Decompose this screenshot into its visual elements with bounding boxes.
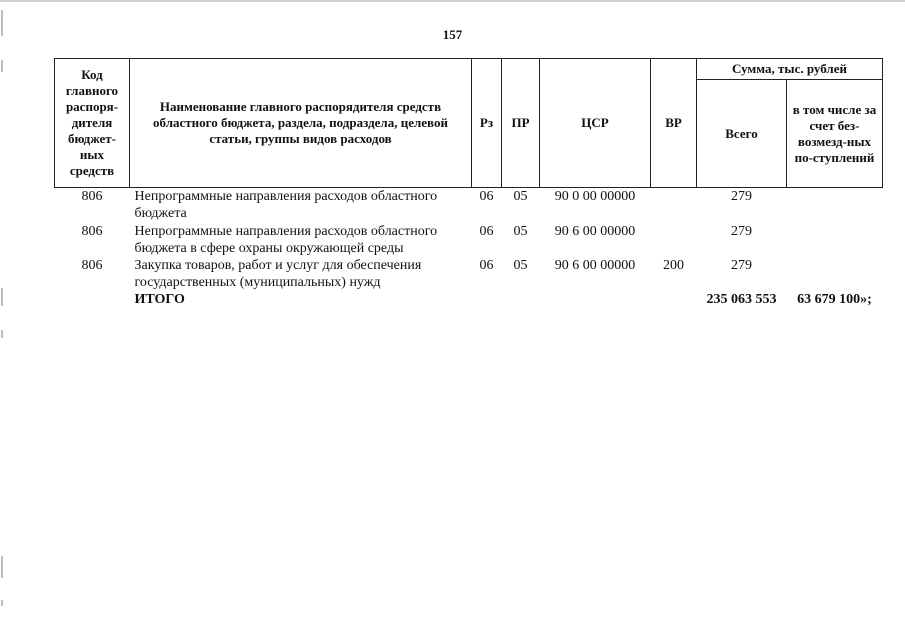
cell-csr: 90 0 00 00000 [554,189,636,204]
cell-code [55,291,130,311]
cell-rz: 06 [479,224,494,239]
cell-csr [540,291,651,311]
cell-vr [651,223,697,257]
table-row [55,188,883,224]
cell-name: Непрограммные направления расходов областного бюджета [134,189,438,221]
budget-table [54,58,883,311]
cell-code: 806 [81,258,103,273]
cell-gratis [787,188,883,224]
page-number: 157 [442,27,463,42]
cell-rz: 06 [479,258,494,273]
header-gratis: в том числе за счет без-возмезд-ных по-ступлений [787,80,883,188]
scan-top-edge [0,0,905,2]
cell-rz [472,291,502,311]
table-header [55,59,883,188]
cell-csr: 90 6 00 00000 [554,224,636,239]
header-sum-group: Сумма, тыс. рублей [697,59,883,80]
cell-total: 279 [731,224,752,239]
cell-pr: 05 [513,189,528,204]
cell-vr [651,291,697,311]
header-rz: Рз [472,59,502,188]
cell-name: Закупка товаров, работ и услуг для обеспечения государственных (муниципальных) нужд [134,258,422,290]
cell-rz: 06 [479,189,494,204]
cell-pr: 05 [513,224,528,239]
table-row [55,257,883,291]
cell-total: 279 [731,258,752,273]
header-csr: ЦСР [540,59,651,188]
cell-vr [651,188,697,224]
cell-csr: 90 6 00 00000 [554,258,636,273]
cell-pr: 05 [513,258,528,273]
header-vr: ВР [651,59,697,188]
cell-pr [502,291,540,311]
header-total: Всего [697,80,787,188]
header-name: Наименование главного распорядителя средств областного бюджета, раздела, подраздела, целевой статьи, группы видов расходов [130,59,472,188]
cell-total: 279 [731,189,752,204]
total-amount: 235 063 553 [706,292,777,307]
cell-vr: 200 [663,258,684,273]
cell-gratis [787,223,883,257]
total-label: ИТОГО [134,292,185,307]
cell-gratis [787,257,883,291]
cell-name: Непрограммные направления расходов областного бюджета в сфере охраны окружающей среды [134,224,438,256]
cell-code: 806 [81,189,103,204]
header-pr: ПР [502,59,540,188]
table-body [55,188,883,312]
scan-left-edge-marks [0,0,6,632]
table-row [55,223,883,257]
table-total-row [55,291,883,311]
header-code: Код главного распоря-дителя бюджет-ных средств [55,59,130,188]
cell-code: 806 [81,224,103,239]
total-gratis-amount: 63 679 100»; [797,292,872,307]
